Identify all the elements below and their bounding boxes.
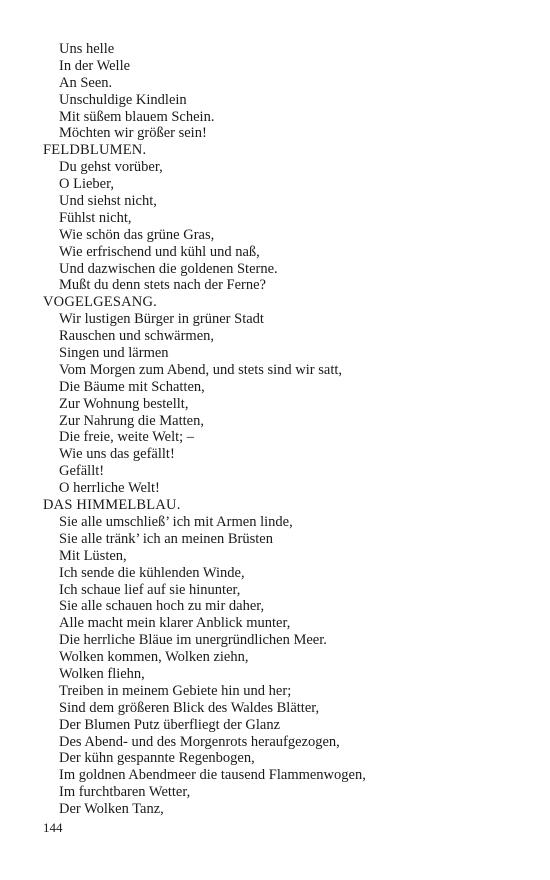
verse-line: Unschuldige Kindlein	[59, 91, 187, 108]
verse-line: Zur Nahrung die Matten,	[59, 412, 204, 429]
verse-line: Sind dem größeren Blick des Waldes Blätter,	[59, 699, 320, 716]
verse-line: Und siehst nicht,	[59, 193, 157, 210]
verse-line: Du gehst vorüber,	[59, 159, 163, 176]
verse-line: Mußt du denn stets nach der Ferne?	[59, 277, 266, 294]
verse-line: Mit Lüsten,	[59, 547, 127, 564]
verse-line: Sie alle tränk’ ich an meinen Brüsten	[59, 530, 273, 547]
verse-line: Singen und lärmen	[59, 345, 169, 362]
verse-line: Im goldnen Abendmeer die tausend Flammenwogen,	[59, 767, 366, 784]
page-number: 144	[43, 820, 63, 835]
verse-line: Zur Wohnung bestellt,	[59, 395, 189, 412]
verse-line: Die Bäume mit Schatten,	[59, 378, 205, 395]
verse-line: Und dazwischen die goldenen Sterne.	[59, 260, 278, 277]
verse-line: O Lieber,	[59, 176, 114, 193]
verse-line: Ich schaue lief auf sie hinunter,	[59, 581, 241, 598]
verse-line: Treiben in meinem Gebiete hin und her;	[59, 682, 292, 699]
verse-line: Im furchtbaren Wetter,	[59, 784, 191, 801]
verse-line: Wie schön das grüne Gras,	[59, 226, 215, 243]
verse-line: Wir lustigen Bürger in grüner Stadt	[59, 311, 264, 328]
verse-line: In der Welle	[59, 57, 131, 74]
verse-line: Gefällt!	[59, 463, 105, 480]
poem-text	[43, 41, 513, 818]
verse-line: Sie alle umschließ’ ich mit Armen linde,	[59, 513, 293, 530]
verse-line: Uns helle	[59, 41, 115, 57]
verse-line: Wie uns das gefällt!	[59, 446, 175, 463]
verse-line: Der Blumen Putz überfliegt der Glanz	[59, 716, 281, 733]
verse-line: Alle macht mein klarer Anblick munter,	[59, 615, 291, 632]
verse-line: Der kühn gespannte Regenbogen,	[59, 750, 255, 767]
speaker-heading: DAS HIMMELBLAU.	[43, 497, 181, 514]
verse-line: Wolken fliehn,	[59, 665, 145, 682]
verse-line: Mit süßem blauem Schein.	[59, 108, 215, 125]
verse-line: Fühlst nicht,	[59, 209, 132, 226]
verse-line: Wolken kommen, Wolken ziehn,	[59, 649, 249, 666]
verse-line: Die freie, weite Welt; –	[59, 429, 195, 446]
speaker-heading: FELDBLUMEN.	[43, 142, 147, 159]
verse-line: Des Abend- und des Morgenrots heraufgezogen,	[59, 733, 340, 750]
speaker-heading: VOGELGESANG.	[43, 294, 157, 311]
verse-line: Sie alle schauen hoch zu mir daher,	[59, 598, 265, 615]
verse-line: Der Wolken Tanz,	[59, 801, 164, 818]
verse-line: Rauschen und schwärmen,	[59, 328, 215, 345]
verse-line: Ich sende die kühlenden Winde,	[59, 564, 245, 581]
verse-line: Vom Morgen zum Abend, und stets sind wir satt,	[59, 361, 343, 378]
verse-line: Wie erfrischend und kühl und naß,	[59, 243, 260, 260]
verse-line: Die herrliche Bläue im unergründlichen Meer.	[59, 632, 327, 649]
verse-line: O herrliche Welt!	[59, 480, 160, 497]
verse-line: An Seen.	[59, 74, 113, 91]
verse-line: Möchten wir größer sein!	[59, 125, 207, 142]
